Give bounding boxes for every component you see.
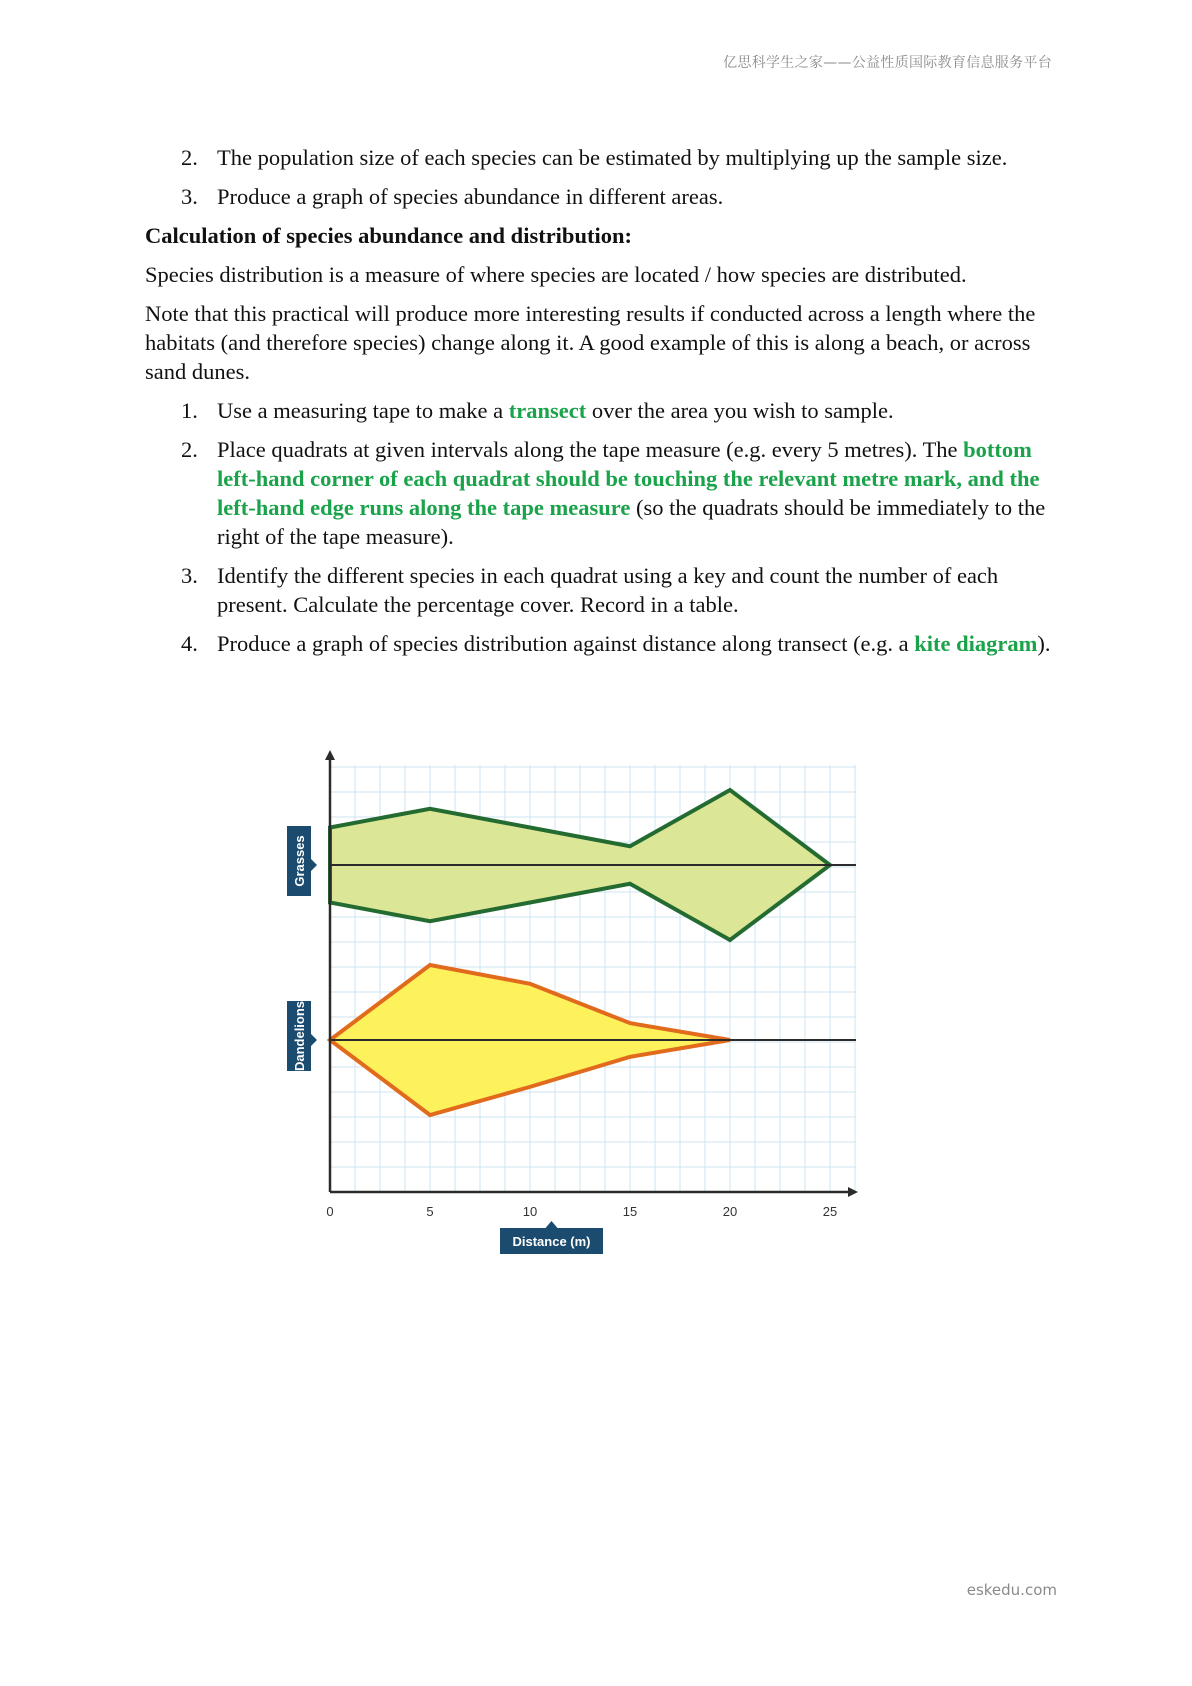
x-tick-label: 20 (722, 1204, 738, 1219)
list-item (145, 182, 1055, 211)
x-label-pointer (546, 1221, 558, 1228)
list-item (145, 629, 1055, 658)
list-number: 3. (181, 184, 198, 209)
list-number: 2. (181, 145, 198, 170)
list-text: Place quadrats at given intervals along the tape measure (e.g. every 5 metres). The (217, 437, 964, 462)
keyword-kite-diagram: kite diagram (914, 631, 1038, 656)
list-item (145, 561, 1055, 619)
x-tick-label: 5 (426, 1204, 434, 1219)
section-heading: Calculation of species abundance and distribution: (145, 223, 632, 248)
x-axis-label: Distance (m) (512, 1234, 591, 1249)
list-text: Produce a graph of species distribution against distance along transect (e.g. a (217, 631, 915, 656)
keyword-quadrat-placement: bottom left-hand corner of each quadrat should be touching the relevant metre mark, and the left-hand edge runs along the tape measure (217, 437, 1040, 520)
list-item (145, 435, 1055, 551)
list-text: The population size of each species can be estimated by multiplying up the sample size. (217, 145, 1008, 170)
list-number: 3. (181, 563, 198, 588)
list-text: (so the quadrats should be immediately to the right of the tape measure). (217, 495, 1046, 549)
x-axis-arrow (848, 1187, 858, 1197)
species-label: Dandelions (292, 1000, 307, 1072)
x-tick-label: 0 (326, 1204, 334, 1219)
page-footer: eskedu.com (966, 1581, 1057, 1599)
y-axis-arrow (325, 750, 335, 760)
list-number: 2. (181, 437, 198, 462)
paragraph-definition: Species distribution is a measure of where species are located / how species are distributed. (145, 262, 967, 287)
list-item (145, 396, 1055, 425)
x-tick-label: 15 (622, 1204, 638, 1219)
list-text: over the area you wish to sample. (586, 398, 894, 423)
list-method (145, 396, 1055, 658)
list-text: ). (1037, 631, 1051, 656)
species-label: Grasses (292, 835, 307, 887)
page-header: 亿思科学生之家——公益性质国际教育信息服务平台 (723, 55, 1052, 71)
list-item (145, 143, 1055, 172)
x-tick-label: 10 (522, 1204, 538, 1219)
kite-diagram (275, 745, 905, 1255)
x-tick-label: 25 (822, 1204, 838, 1219)
paragraph-note: Note that this practical will produce more interesting results if conducted across a length where the habitats (and therefore species) change along it. A good example of this is along a beach, or across sand dunes. (145, 301, 1036, 384)
list-number: 4. (181, 631, 198, 656)
species-label-pointer (311, 1034, 317, 1046)
species-label-pointer (311, 859, 317, 871)
list-number: 1. (181, 398, 198, 423)
document-body (145, 143, 1055, 668)
list-text: Produce a graph of species abundance in different areas. (217, 184, 724, 209)
list-population (145, 143, 1055, 211)
kite-diagram-figure (275, 745, 905, 1255)
list-text: Identify the different species in each quadrat using a key and count the number of each present. Calculate the percentage cover. Record in a table. (217, 563, 999, 617)
keyword-transect: transect (508, 398, 587, 423)
list-text: Use a measuring tape to make a (217, 398, 509, 423)
